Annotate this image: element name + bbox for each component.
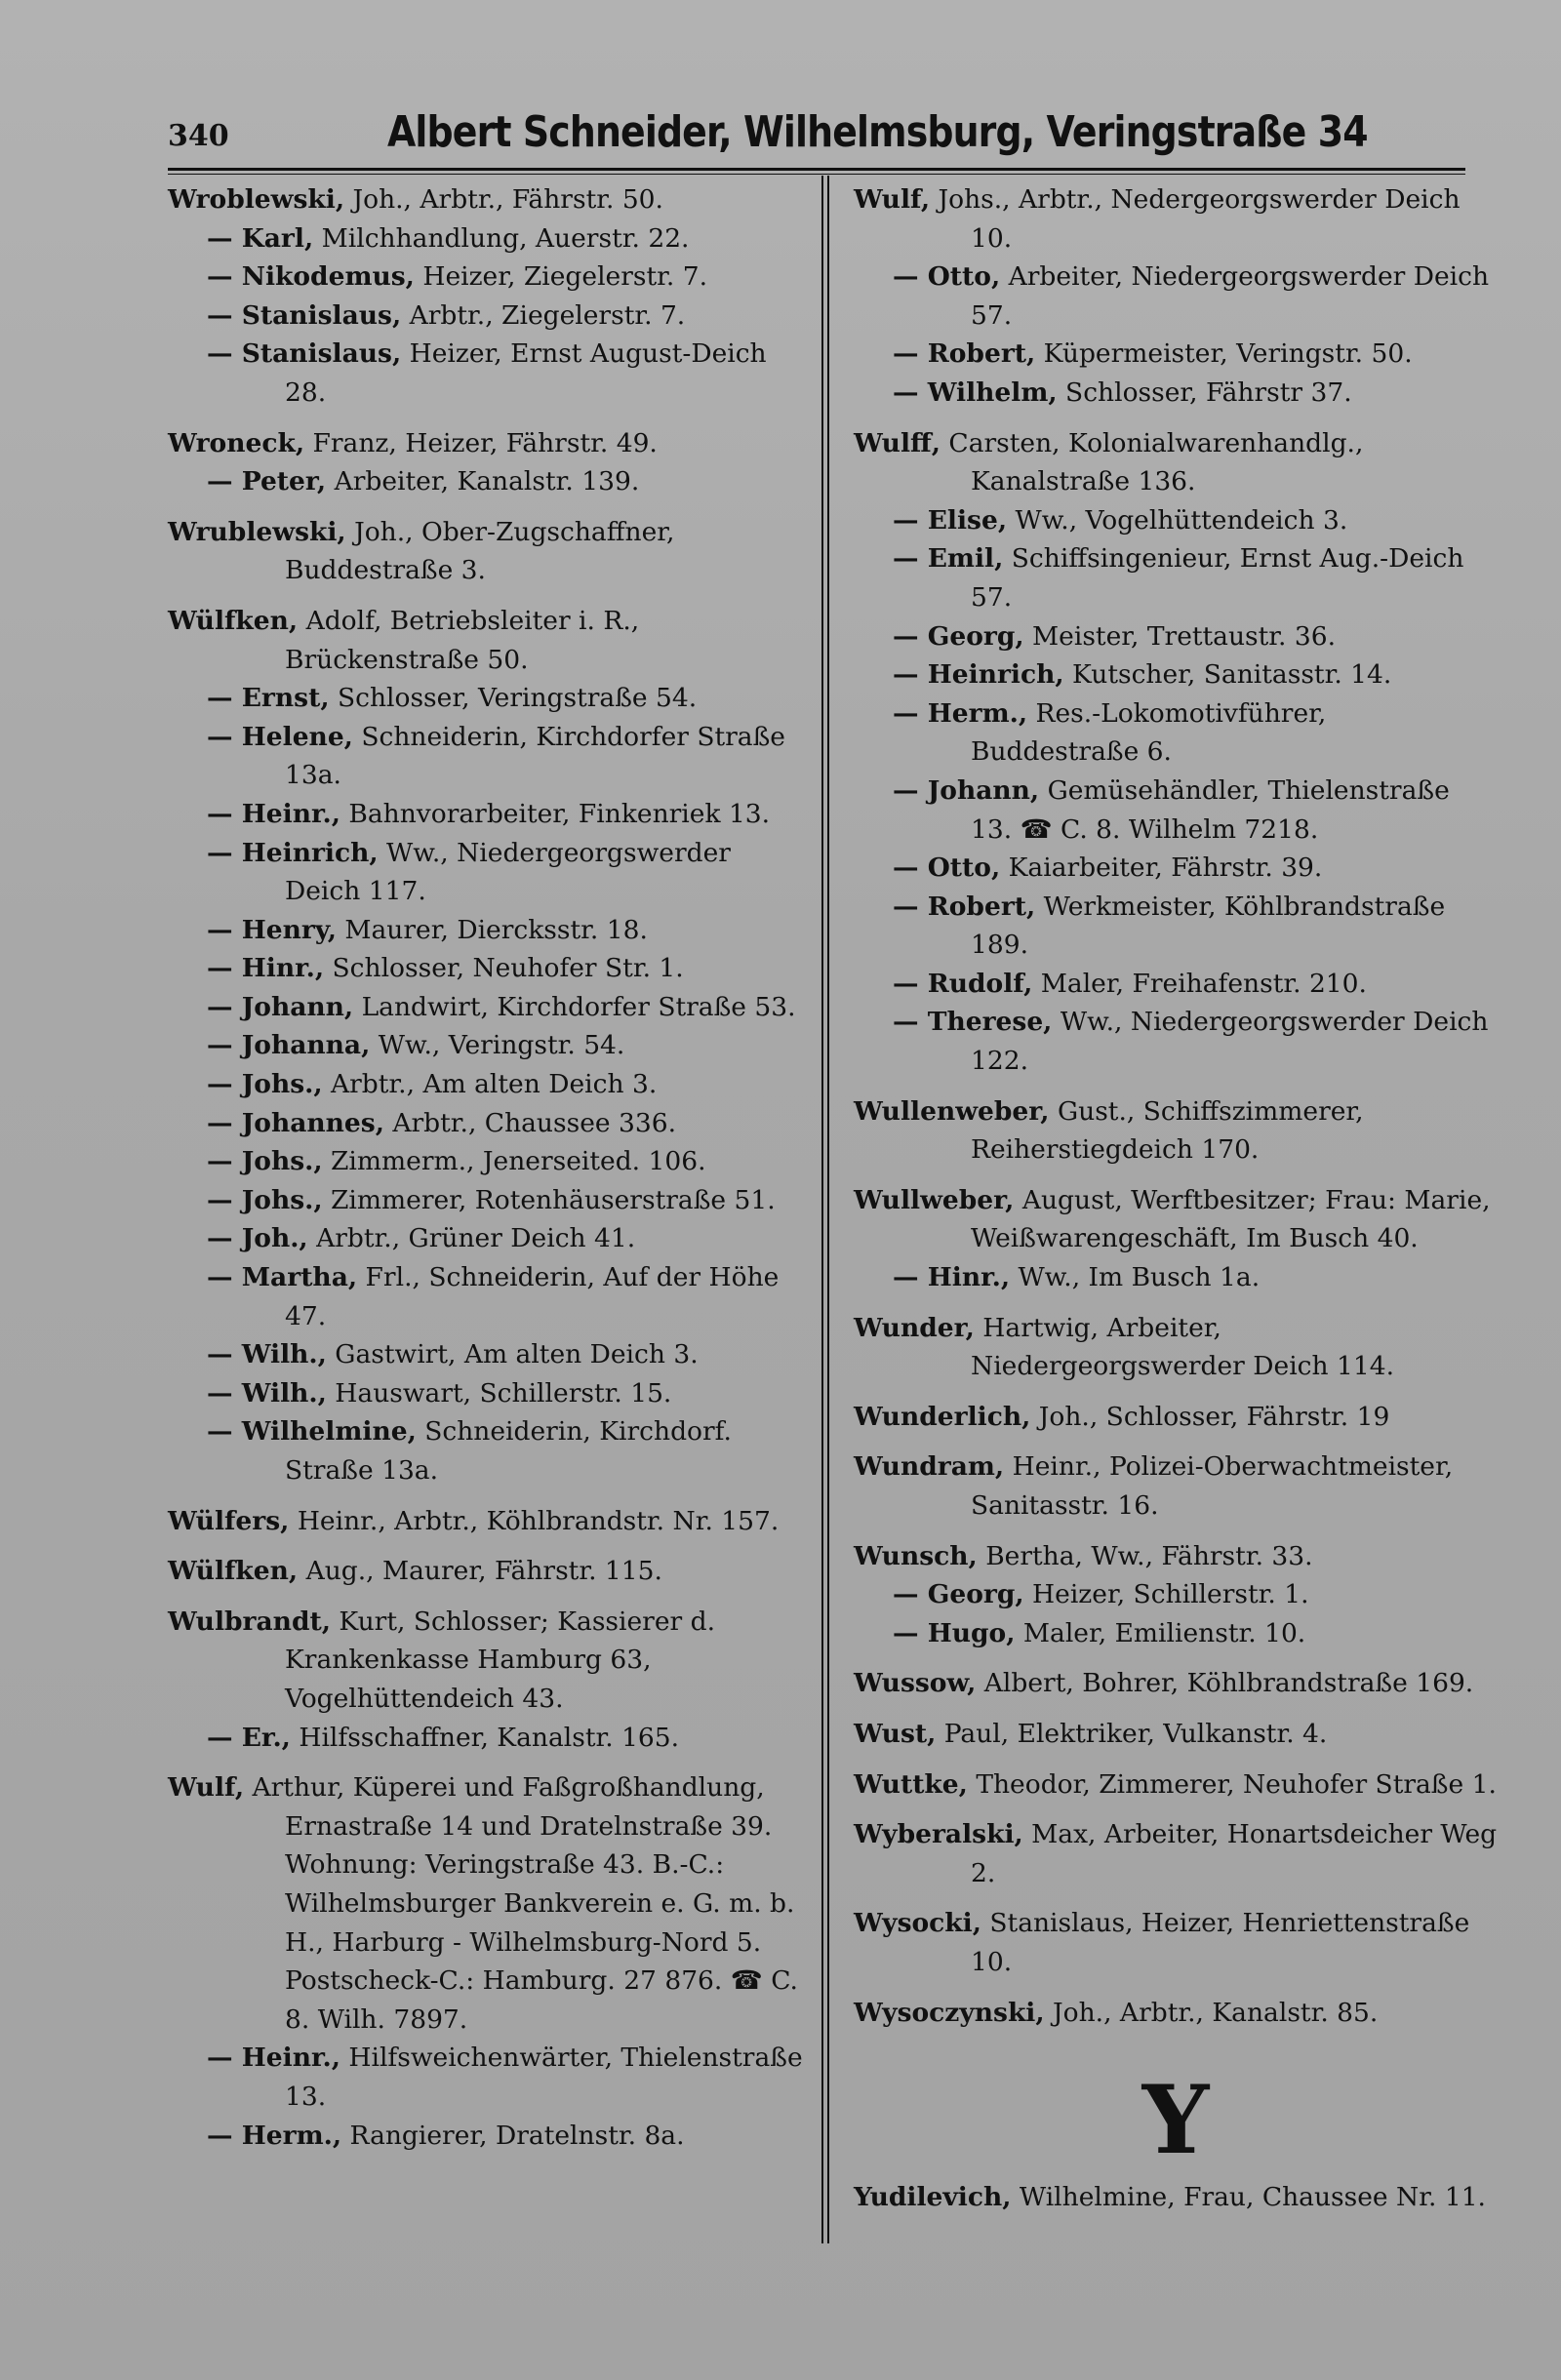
entry-name: — Johs.,: [207, 1184, 323, 1215]
entry-name: — Er.,: [207, 1722, 291, 1753]
entry-details: Schneiderin, Kirchdorfer Straße 13a.: [285, 721, 785, 791]
entry-name: Wulf,: [168, 1772, 245, 1804]
directory-entry: [854, 694, 1498, 772]
entry-details: Maler, Freihafenstr. 210.: [1032, 968, 1367, 999]
entry-details: Johs., Arbtr., Nedergeorgswerder Deich 10.: [930, 184, 1461, 254]
entry-details: Maler, Emilienstr. 10.: [1015, 1617, 1306, 1648]
entry-name: — Wilhelmine,: [207, 1416, 417, 1448]
directory-entry: [854, 965, 1498, 1004]
entry-name: — Johanna,: [207, 1030, 371, 1061]
directory-entry: [854, 1448, 1498, 1525]
entry-name: — Robert,: [893, 338, 1036, 370]
entry-name: — Karl,: [207, 222, 314, 254]
directory-entry: [854, 655, 1498, 694]
directory-entry: [168, 180, 812, 219]
entry-name: — Herm.,: [893, 697, 1028, 729]
right-column: [854, 180, 1498, 2239]
entry-name: — Emil,: [893, 543, 1004, 575]
entry-details: Arbtr., Chaussee 336.: [383, 1107, 676, 1138]
directory-entry: [168, 1142, 812, 1181]
entry-name: — Robert,: [893, 891, 1036, 922]
entry-name: Wunderlich,: [854, 1401, 1031, 1432]
directory-entry: [854, 1181, 1498, 1258]
directory-entry: [854, 849, 1498, 888]
entry-details: Zimmerer, Rotenhäuserstraße 51.: [322, 1184, 776, 1215]
entry-details: Rangierer, Dratelnstr. 8a.: [341, 2120, 685, 2151]
entry-name: Wyberalski,: [854, 1819, 1023, 1850]
entry-details: Hilfsschaffner, Kanalstr. 165.: [290, 1722, 680, 1753]
entry-details: Hartwig, Arbeiter, Niedergeorgswerder Deich 114.: [971, 1312, 1395, 1382]
directory-entry: [854, 180, 1498, 258]
entry-name: — Johannes,: [207, 1107, 384, 1138]
header-rule: [168, 168, 1465, 175]
entry-details: Schiffsingenieur, Ernst Aug.-Deich 57.: [971, 543, 1464, 613]
directory-entry: [854, 1614, 1498, 1653]
entry-name: — Therese,: [893, 1007, 1053, 1038]
entry-details: Zimmerm., Jenerseited. 106.: [322, 1146, 706, 1177]
directory-entry: [168, 1374, 812, 1413]
entry-details: Gemüsehändler, Thielenstraße 13. ☎ C. 8. Wilhelm 7218.: [971, 774, 1450, 845]
entry-details: Heizer, Schillerstr. 1.: [1023, 1579, 1309, 1610]
entry-details: Hilfsweichenwärter, Thielenstraße 13.: [285, 2043, 803, 2112]
entry-details: Joh., Ober-Zugschaffner, Buddestraße 3.: [285, 516, 675, 586]
entry-details: Stanislaus, Heizer, Henriettenstraße 10.: [971, 1908, 1470, 1977]
directory-entry: [168, 2039, 812, 2116]
directory-entry: [168, 1502, 812, 1541]
entry-name: — Heinrich,: [207, 837, 379, 868]
entry-details: Joh., Schlosser, Fährstr. 19: [1030, 1401, 1390, 1432]
entry-details: Gastwirt, Am alten Deich 3.: [326, 1339, 699, 1370]
entry-details: Schlosser, Neuhofer Str. 1.: [324, 953, 684, 984]
entry-name: — Joh.,: [207, 1223, 308, 1254]
entry-name: Wullweber,: [854, 1184, 1015, 1215]
entry-name: Wussow,: [854, 1668, 977, 1699]
entry-name: — Herm.,: [207, 2120, 342, 2151]
entry-details: Heinr., Arbtr., Köhlbrandstr. Nr. 157.: [289, 1505, 780, 1536]
directory-entry: [854, 1575, 1498, 1614]
entry-details: Wilhelmine, Frau, Chaussee Nr. 11.: [1011, 2182, 1486, 2213]
entry-details: Carsten, Kolonialwarenhandlg., Kanalstraße 136.: [941, 427, 1364, 497]
entry-name: — Hinr.,: [893, 1262, 1011, 1293]
directory-entry: [854, 1537, 1498, 1576]
directory-entry: [168, 949, 812, 988]
directory-entry: [854, 888, 1498, 965]
directory-entry: [854, 1664, 1498, 1703]
directory-entry: [168, 1335, 812, 1374]
directory-entry: [168, 795, 812, 834]
entry-name: Wroblewski,: [168, 184, 345, 215]
entry-name: Wysocki,: [854, 1908, 981, 1939]
entry-name: — Henry,: [207, 914, 337, 945]
entry-name: — Rudolf,: [893, 968, 1033, 999]
directory-entry: [854, 1003, 1498, 1080]
directory-entry: [854, 374, 1498, 413]
directory-entry: [168, 462, 812, 501]
column-divider: [821, 176, 829, 2243]
directory-entry: [854, 424, 1498, 501]
entry-details: Maurer, Diercksstr. 18.: [336, 914, 648, 945]
entry-details: Ww., Niedergeorgswerder Deich 122.: [971, 1007, 1489, 1077]
entry-name: Wülfken,: [168, 605, 299, 636]
entry-details: Gust., Schiffszimmerer, Reiherstiegdeich 170.: [971, 1095, 1364, 1166]
entry-details: Arbtr., Am alten Deich 3.: [322, 1069, 658, 1100]
entry-details: Heizer, Ziegelerstr. 7.: [414, 261, 708, 293]
entry-details: Küpermeister, Veringstr. 50.: [1035, 338, 1413, 370]
directory-entry: [168, 1768, 812, 2039]
entry-name: Wundram,: [854, 1451, 1005, 1483]
directory-entry: [854, 772, 1498, 849]
directory-entry: [854, 1904, 1498, 1981]
directory-entry: [854, 1994, 1498, 2033]
entry-name: — Heinrich,: [893, 659, 1064, 691]
directory-entry: [168, 1065, 812, 1104]
entry-name: Wulbrandt,: [168, 1606, 331, 1637]
directory-entry: [168, 297, 812, 336]
directory-entry: [168, 513, 812, 590]
entry-details: Schneiderin, Kirchdorf. Straße 13a.: [285, 1416, 732, 1486]
entry-name: Wulff,: [854, 427, 941, 458]
entry-name: — Johs.,: [207, 1146, 323, 1177]
entry-name: Yudilevich,: [854, 2182, 1012, 2213]
entry-details: Ww., Niedergeorgswerder Deich 117.: [285, 837, 731, 907]
entry-details: Joh., Arbtr., Fährstr. 50.: [344, 184, 663, 215]
entry-details: Frl., Schneiderin, Auf der Höhe 47.: [285, 1262, 780, 1331]
entry-name: — Peter,: [207, 466, 327, 497]
directory-entry: [854, 1715, 1498, 1754]
entry-details: Schlosser, Fährstr 37.: [1057, 377, 1352, 408]
directory-entry: [854, 1258, 1498, 1297]
directory-entry: [168, 1026, 812, 1065]
directory-entry: [168, 1181, 812, 1220]
section-letter: Y: [1141, 2065, 1210, 2176]
entry-name: Wülfken,: [168, 1556, 299, 1587]
entry-name: — Elise,: [893, 504, 1008, 536]
entry-details: Arbtr., Ziegelerstr. 7.: [401, 299, 686, 331]
entry-details: Arbeiter, Niedergeorgswerder Deich 57.: [971, 261, 1490, 331]
entry-name: — Nikodemus,: [207, 261, 415, 293]
entry-details: Theodor, Zimmerer, Neuhofer Straße 1.: [967, 1768, 1497, 1800]
entry-details: Heinr., Polizei-Oberwachtmeister, Sanitasstr. 16.: [971, 1451, 1454, 1521]
entry-details: Bahnvorarbeiter, Finkenriek 13.: [340, 798, 771, 829]
directory-entry: [854, 1815, 1498, 1892]
entry-name: — Wilh.,: [207, 1339, 327, 1370]
entry-name: — Georg,: [893, 620, 1024, 652]
entry-name: — Stanislaus,: [207, 338, 402, 370]
entry-name: Wunder,: [854, 1312, 975, 1343]
directory-entry: [854, 539, 1498, 616]
entry-details: Arbeiter, Kanalstr. 139.: [326, 466, 640, 497]
directory-entry: [168, 2117, 812, 2156]
entry-name: Wunsch,: [854, 1540, 978, 1571]
directory-entry: [168, 988, 812, 1027]
directory-entry: [168, 424, 812, 463]
entry-name: — Stanislaus,: [207, 299, 402, 331]
directory-entry: [854, 617, 1498, 656]
entry-name: — Helene,: [207, 721, 353, 752]
entry-details: Meister, Trettaustr. 36.: [1023, 620, 1337, 652]
running-title: Albert Schneider, Wilhelmsburg, Veringstraße 34: [387, 107, 1368, 157]
entry-name: — Heinr.,: [207, 798, 340, 829]
directory-entry: [854, 1398, 1498, 1437]
entry-details: Ww., Vogelhüttendeich 3.: [1007, 504, 1348, 536]
entry-details: Res.-Lokomotivführer, Buddestraße 6.: [971, 697, 1327, 768]
entry-name: Wrublewski,: [168, 516, 346, 547]
directory-entry: [854, 2178, 1498, 2217]
directory-entry: [168, 258, 812, 297]
entry-name: Wust,: [854, 1718, 937, 1749]
directory-entry: [854, 1765, 1498, 1805]
entry-name: Wullenweber,: [854, 1095, 1050, 1127]
left-column: [168, 180, 812, 2239]
entry-name: — Hinr.,: [207, 953, 325, 984]
entry-details: Ww., Im Busch 1a.: [1010, 1262, 1261, 1293]
entry-details: Bertha, Ww., Fährstr. 33.: [977, 1540, 1313, 1571]
entry-details: Albert, Bohrer, Köhlbrandstraße 169.: [976, 1668, 1474, 1699]
directory-entry: [168, 911, 812, 950]
entry-details: Paul, Elektriker, Vulkanstr. 4.: [936, 1718, 1328, 1749]
entry-details: Arbtr., Grüner Deich 41.: [307, 1223, 636, 1254]
entry-details: Milchhandlung, Auerstr. 22.: [313, 222, 690, 254]
directory-entry: [168, 1603, 812, 1719]
entry-details: Heizer, Ernst August-Deich 28.: [285, 338, 767, 408]
entry-details: Werkmeister, Köhlbrandstraße 189.: [971, 891, 1446, 961]
directory-entry: [168, 335, 812, 412]
directory-entry: [168, 219, 812, 258]
entry-details: Adolf, Betriebsleiter i. R., Brückenstraße 50.: [285, 605, 640, 675]
entry-name: — Hugo,: [893, 1617, 1016, 1648]
entry-details: Ww., Veringstr. 54.: [370, 1030, 625, 1061]
entry-details: Aug., Maurer, Fährstr. 115.: [298, 1556, 662, 1587]
directory-entry: [854, 1309, 1498, 1386]
directory-entry: [168, 602, 812, 679]
entry-name: — Wilh.,: [207, 1377, 327, 1408]
directory-entry: [168, 679, 812, 718]
entry-name: — Johann,: [893, 774, 1040, 806]
entry-details: Franz, Heizer, Fährstr. 49.: [304, 427, 658, 458]
directory-entry: [168, 1104, 812, 1143]
entry-name: — Heinr.,: [207, 2043, 340, 2074]
entry-name: — Otto,: [893, 853, 1001, 884]
entry-details: Kurt, Schlosser; Kassierer d. Krankenkasse Hamburg 63, Vogelhüttendeich 43.: [285, 1606, 715, 1714]
page-number: 340: [168, 119, 229, 153]
entry-name: — Johann,: [207, 991, 354, 1022]
entry-details: Kutscher, Sanitasstr. 14.: [1063, 659, 1392, 691]
entry-name: Wroneck,: [168, 427, 305, 458]
directory-entry: [168, 1412, 812, 1489]
entry-details: August, Werftbesitzer; Frau: Marie, Weißwarengeschäft, Im Busch 40.: [971, 1184, 1491, 1254]
entry-name: — Otto,: [893, 261, 1001, 293]
entry-details: Arthur, Küperei und Faßgroßhandlung, Ernastraße 14 und Dratelnstraße 39. Wohnung: Veringstraße 43. B.-C.: Wilhelmsburger Bankverein e. G. m. b. H., Harburg - Wilhelmsburg-Nord 5. Postscheck-C.: Hamburg. 27 876. ☎ C. 8. Wilh. 7897.: [244, 1772, 798, 2035]
entry-details: Joh., Arbtr., Kanalstr. 85.: [1044, 1997, 1379, 2028]
entry-details: Kaiarbeiter, Fährstr. 39.: [1000, 853, 1323, 884]
entry-name: Wuttke,: [854, 1768, 968, 1800]
directory-entry: [854, 335, 1498, 374]
directory-entry: [854, 1092, 1498, 1170]
directory-entry: [168, 834, 812, 911]
entry-details: Max, Arbeiter, Honartsdeicher Weg 2.: [971, 1819, 1498, 1888]
directory-entry: [168, 718, 812, 795]
entry-name: — Georg,: [893, 1579, 1024, 1610]
directory-entry: [168, 1552, 812, 1591]
directory-entry: [854, 501, 1498, 540]
entry-name: Wülfers,: [168, 1505, 290, 1536]
directory-entry: [168, 1219, 812, 1258]
entry-details: Landwirt, Kirchdorfer Straße 53.: [353, 991, 796, 1022]
entry-name: — Wilhelm,: [893, 377, 1058, 408]
entry-name: Wysoczynski,: [854, 1997, 1045, 2028]
entry-name: — Johs.,: [207, 1069, 323, 1100]
directory-entry: [854, 258, 1498, 335]
page-header: [168, 107, 1465, 166]
entry-details: Hauswart, Schillerstr. 15.: [326, 1377, 672, 1408]
directory-entry: [168, 1258, 812, 1335]
entry-details: Schlosser, Veringstraße 54.: [329, 683, 698, 714]
entry-name: Wulf,: [854, 184, 931, 215]
entry-name: — Martha,: [207, 1262, 358, 1293]
entry-name: — Ernst,: [207, 683, 330, 714]
directory-entry: [168, 1719, 812, 1758]
